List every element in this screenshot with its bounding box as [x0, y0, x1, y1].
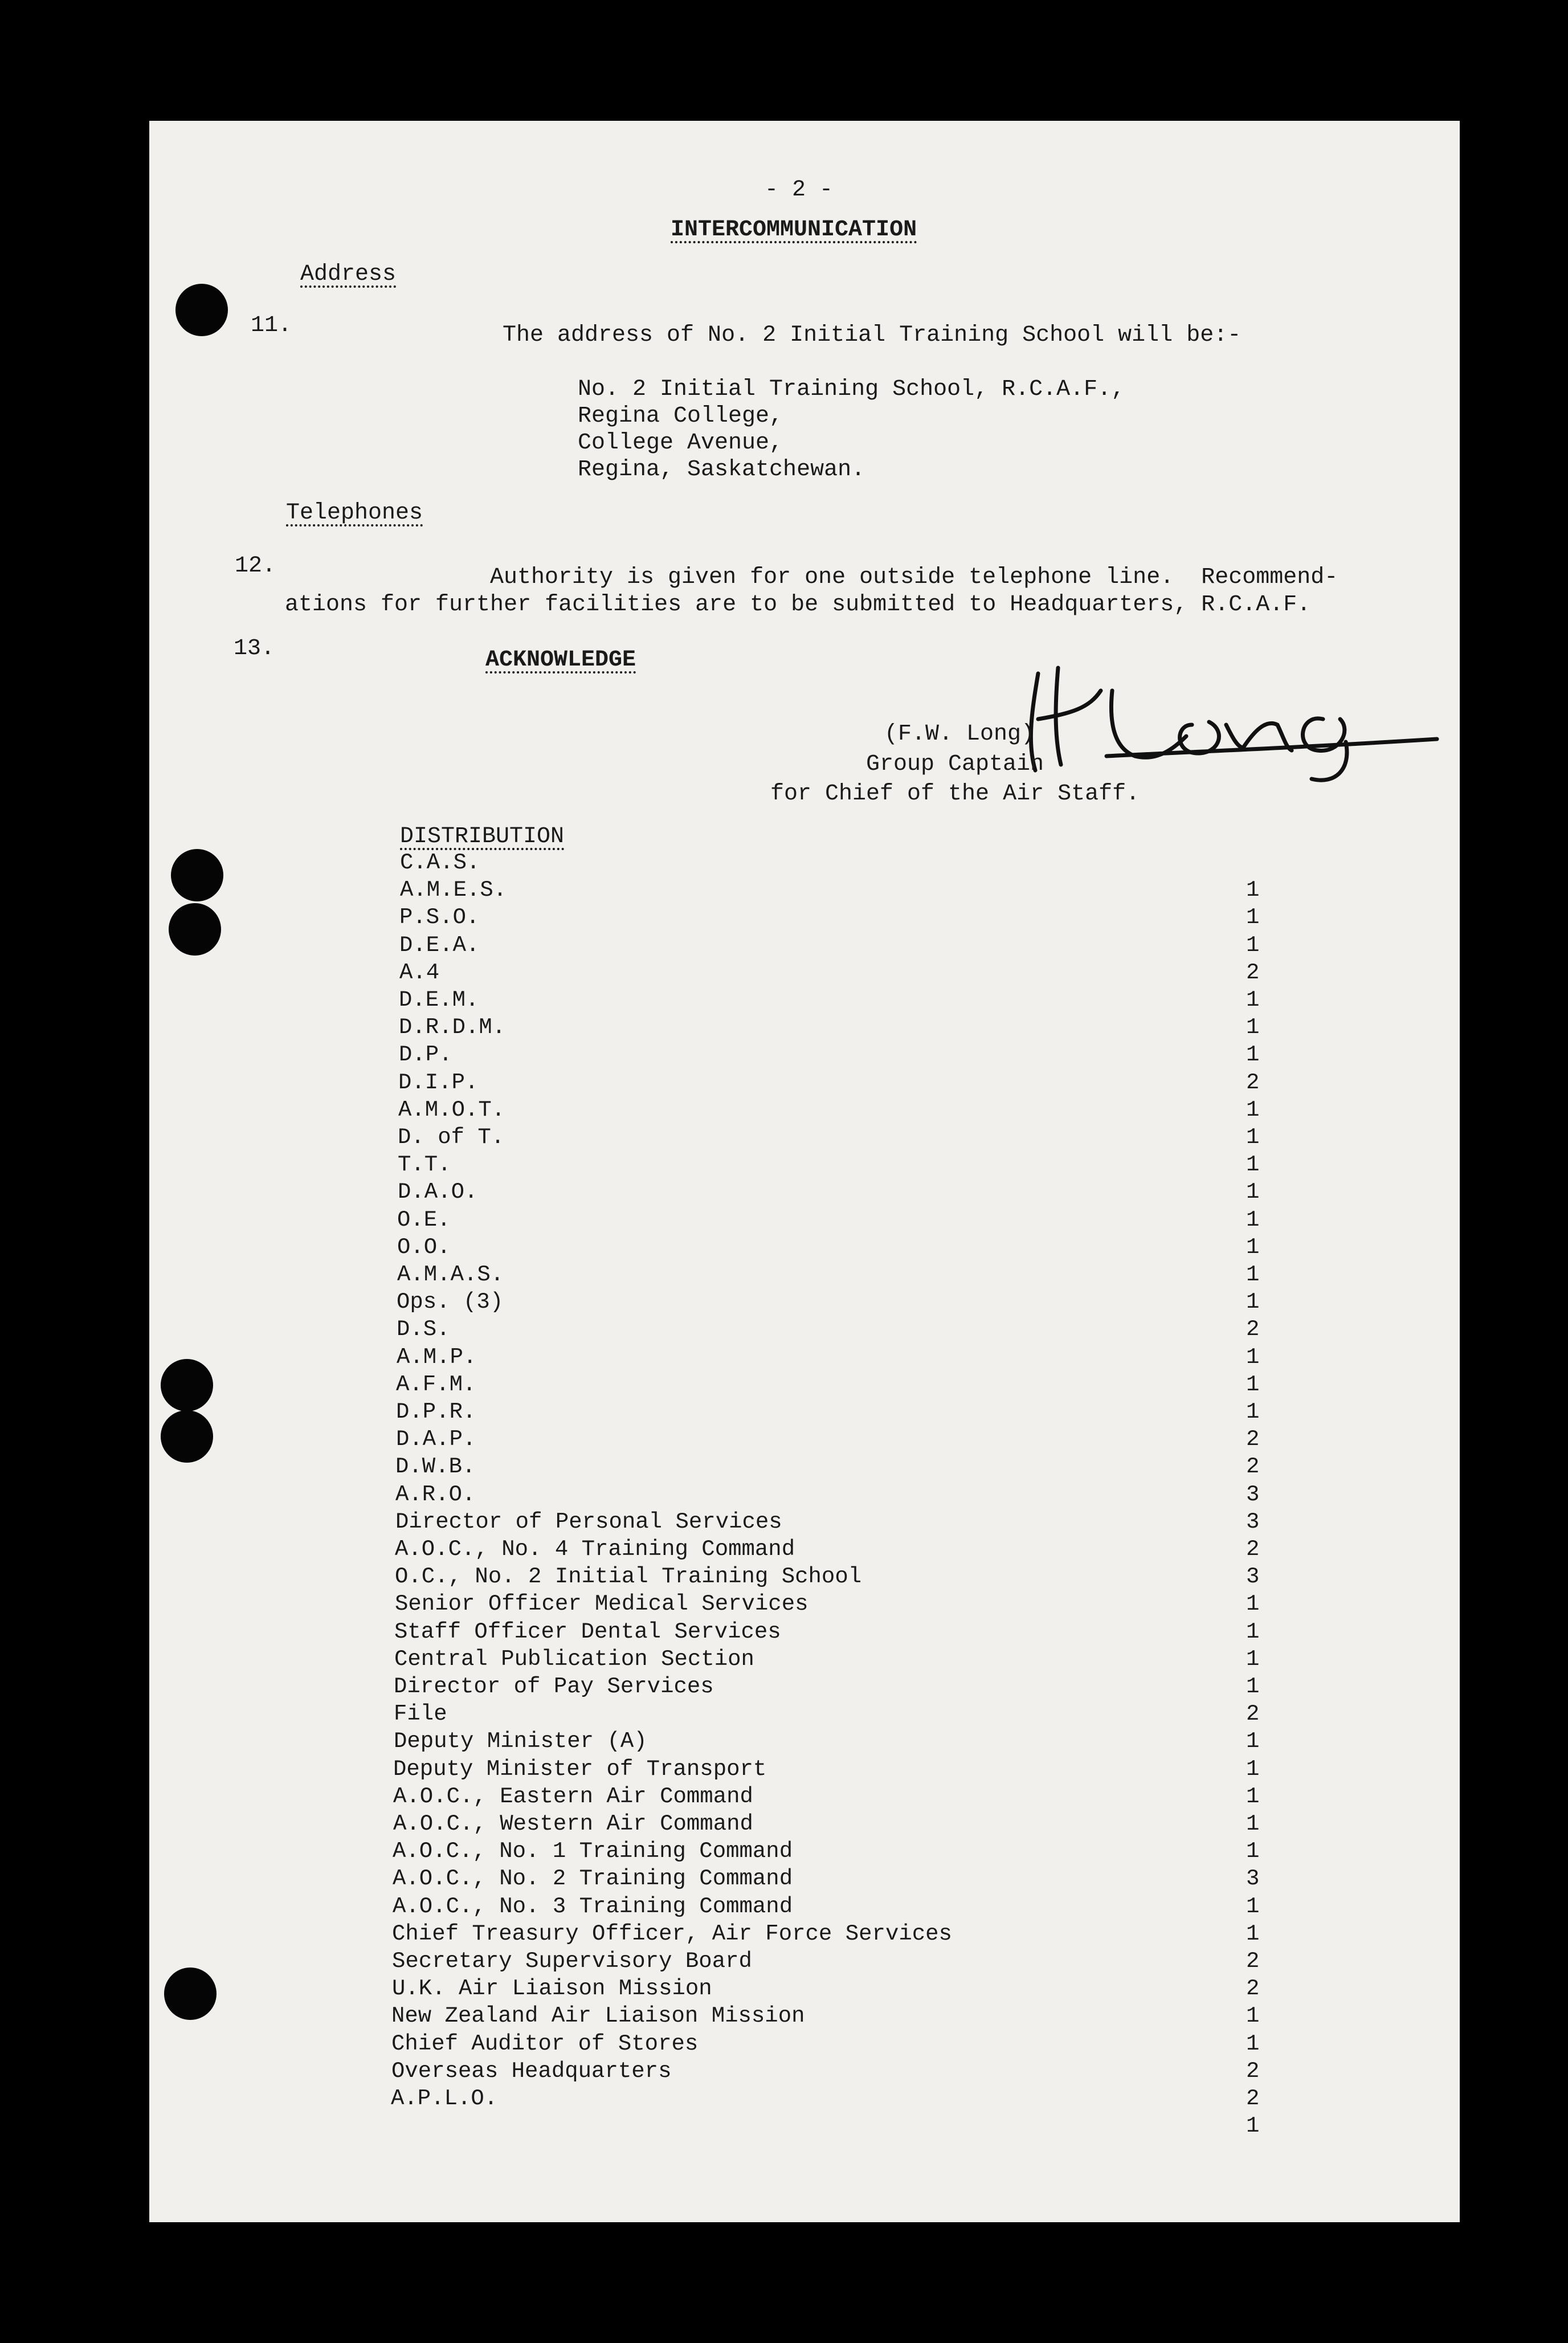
distribution-recipient: A.O.C., Eastern Air Command: [393, 1783, 753, 1809]
distribution-recipient: C.A.S.: [400, 850, 480, 875]
distribution-count: 1: [1246, 1344, 1260, 1370]
distribution-count: 2: [1246, 1949, 1260, 1974]
distribution-recipient: Deputy Minister of Transport: [393, 1756, 767, 1782]
distribution-count: 1: [1246, 1262, 1260, 1287]
distribution-recipient: A.M.E.S.: [400, 877, 507, 903]
distribution-count: 2: [1246, 1070, 1260, 1095]
distribution-count: 2: [1246, 1701, 1260, 1727]
distribution-count: 2: [1246, 1976, 1260, 2002]
distribution-count: 1: [1246, 2003, 1260, 2029]
distribution-count: 1: [1246, 1783, 1260, 1809]
distribution-recipient: New Zealand Air Liaison Mission: [391, 2003, 805, 2029]
distribution-count: 2: [1246, 1454, 1260, 1480]
distribution-recipient: Staff Officer Dental Services: [394, 1619, 781, 1644]
distribution-heading: DISTRIBUTION: [400, 824, 565, 850]
para-11-number: 11.: [251, 313, 292, 338]
punch-hole: [161, 1410, 213, 1463]
distribution-recipient: P.S.O.: [399, 905, 480, 930]
distribution-count: 1: [1246, 2113, 1260, 2139]
distribution-count: 1: [1246, 1756, 1260, 1782]
signatory-for: for Chief of the Air Staff.: [770, 781, 1140, 807]
distribution-count: 2: [1246, 2086, 1260, 2111]
distribution-count: 1: [1246, 1893, 1260, 1919]
distribution-recipient: A.O.C., No. 1 Training Command: [393, 1839, 793, 1864]
para-12-line-1: Authority is given for one outside telephone line. Recommend-: [490, 565, 1338, 590]
distribution-count: 1: [1246, 1042, 1260, 1068]
address-line: No. 2 Initial Training School, R.C.A.F.,: [578, 377, 1125, 402]
punch-hole: [175, 284, 228, 336]
distribution-count: 1: [1246, 1619, 1260, 1644]
distribution-recipient: Senior Officer Medical Services: [395, 1591, 808, 1617]
signatory-name: (F.W. Long): [884, 721, 1035, 747]
distribution-recipient: D.P.R.: [396, 1399, 476, 1424]
para-13-number: 13.: [234, 636, 275, 662]
punch-hole: [169, 903, 221, 956]
distribution-count: 1: [1246, 1399, 1260, 1424]
distribution-recipient: A.O.C., No. 3 Training Command: [393, 1893, 793, 1919]
distribution-recipient: D.E.A.: [399, 932, 480, 958]
address-heading: Address: [300, 262, 397, 287]
telephones-heading: Telephones: [286, 500, 423, 526]
distribution-count: 3: [1246, 1866, 1260, 1892]
distribution-recipient: A.R.O.: [395, 1481, 476, 1507]
signatory-rank: Group Captain: [866, 752, 1044, 777]
distribution-recipient: O.C., No. 2 Initial Training School: [395, 1564, 862, 1590]
distribution-recipient: U.K. Air Liaison Mission: [392, 1976, 712, 2002]
distribution-count: 1: [1246, 1839, 1260, 1864]
distribution-recipient: A.M.A.S.: [397, 1262, 504, 1287]
distribution-recipient: Central Publication Section: [394, 1646, 754, 1672]
distribution-list: [391, 850, 1369, 2218]
distribution-recipient: Ops. (3): [397, 1289, 504, 1315]
distribution-count: 2: [1246, 1537, 1260, 1562]
distribution-recipient: O.E.: [397, 1207, 451, 1232]
distribution-recipient: O.O.: [397, 1234, 451, 1260]
distribution-recipient: D.R.D.M.: [399, 1015, 506, 1040]
punch-hole: [164, 1968, 217, 2020]
distribution-count: 1: [1246, 1179, 1260, 1205]
punch-hole: [161, 1359, 213, 1411]
distribution-count: 1: [1246, 932, 1260, 958]
distribution-count: 1: [1246, 1674, 1260, 1699]
distribution-recipient: A.O.C., No. 2 Training Command: [393, 1866, 793, 1892]
distribution-count: 1: [1246, 1729, 1260, 1754]
distribution-count: 1: [1246, 1015, 1260, 1040]
handwritten-signature: [1004, 656, 1460, 787]
distribution-recipient: A.O.C., Western Air Command: [393, 1811, 753, 1836]
distribution-count: 2: [1246, 1317, 1260, 1342]
distribution-recipient: Chief Treasury Officer, Air Force Services: [392, 1921, 952, 1946]
distribution-count: 1: [1246, 905, 1260, 930]
distribution-count: 3: [1246, 1481, 1260, 1507]
distribution-recipient: Director of Personal Services: [395, 1509, 782, 1534]
distribution-count: 1: [1246, 1289, 1260, 1315]
address-line: Regina, Saskatchewan.: [578, 457, 865, 483]
distribution-recipient: D.I.P.: [398, 1070, 479, 1095]
distribution-recipient: D.A.P.: [396, 1427, 476, 1452]
distribution-recipient: Secretary Supervisory Board: [392, 1949, 752, 1974]
distribution-count: 1: [1246, 877, 1260, 903]
distribution-count: 2: [1246, 960, 1260, 985]
distribution-recipient: A.M.P.: [397, 1344, 477, 1370]
distribution-count: 1: [1246, 1097, 1260, 1122]
distribution-recipient: Chief Auditor of Stores: [391, 2031, 699, 2056]
distribution-recipient: D. of T.: [398, 1125, 505, 1150]
distribution-recipient: Deputy Minister (A): [394, 1729, 647, 1754]
distribution-count: 1: [1246, 987, 1260, 1013]
distribution-recipient: Overseas Headquarters: [391, 2058, 672, 2084]
distribution-count: 1: [1246, 1811, 1260, 1836]
distribution-recipient: D.E.M.: [399, 987, 479, 1013]
distribution-count: 1: [1246, 1234, 1260, 1260]
acknowledge-text: ACKNOWLEDGE: [485, 647, 636, 673]
section-title: INTERCOMMUNICATION: [671, 217, 917, 243]
distribution-recipient: T.T.: [398, 1152, 451, 1178]
distribution-count: 1: [1246, 1371, 1260, 1397]
page-number: - 2 -: [765, 177, 834, 203]
distribution-count: 1: [1246, 2031, 1260, 2056]
distribution-count: 1: [1246, 1125, 1260, 1150]
distribution-count: 2: [1246, 1427, 1260, 1452]
address-line: Regina College,: [578, 403, 783, 429]
distribution-recipient: A.P.L.O.: [391, 2086, 498, 2111]
distribution-count: 1: [1246, 1152, 1260, 1178]
distribution-count: 3: [1246, 1509, 1260, 1534]
distribution-recipient: Director of Pay Services: [394, 1674, 714, 1699]
para-11-text: The address of No. 2 Initial Training School will be:-: [503, 323, 1242, 348]
distribution-recipient: D.S.: [397, 1317, 450, 1342]
distribution-count: 1: [1246, 1921, 1260, 1946]
punch-hole: [171, 849, 223, 901]
distribution-recipient: D.A.O.: [398, 1179, 478, 1205]
distribution-count: 1: [1246, 1207, 1260, 1232]
distribution-recipient: File: [394, 1701, 447, 1727]
distribution-count: 2: [1246, 2058, 1260, 2084]
para-12-line-2: ations for further facilities are to be submitted to Headquarters, R.C.A.F.: [285, 592, 1311, 618]
document-page: [149, 121, 1460, 2222]
para-12-number: 12.: [235, 553, 276, 579]
distribution-recipient: D.W.B.: [395, 1454, 476, 1480]
distribution-recipient: A.4: [399, 960, 440, 985]
distribution-recipient: A.M.O.T.: [398, 1097, 505, 1122]
distribution-count: 1: [1246, 1591, 1260, 1617]
distribution-recipient: A.O.C., No. 4 Training Command: [395, 1537, 795, 1562]
distribution-count: 3: [1246, 1564, 1260, 1590]
distribution-count: 1: [1246, 1646, 1260, 1672]
distribution-recipient: D.P.: [399, 1042, 452, 1068]
address-line: College Avenue,: [578, 430, 783, 456]
distribution-recipient: A.F.M.: [396, 1371, 476, 1397]
